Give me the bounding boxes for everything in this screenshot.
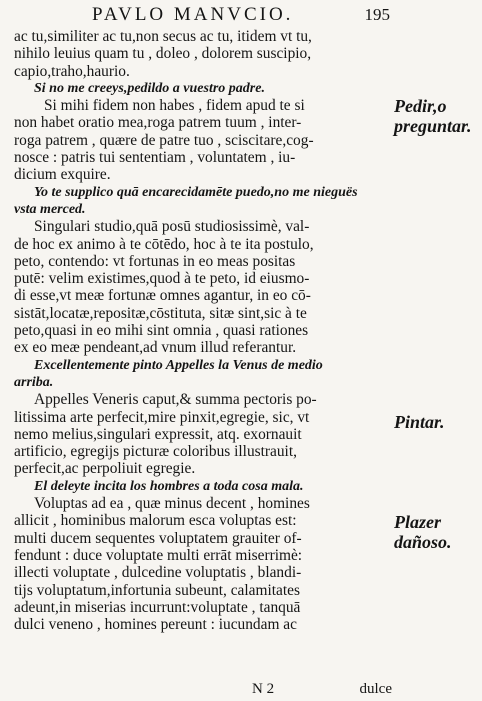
text-line: nihilo leuius quam tu , doleo , dolorem suscipio, — [14, 45, 312, 63]
text-line: allicit , hominibus malorum esca voluptas est: — [14, 512, 297, 530]
text-line: de hoc ex animo à te cōtēdo, hoc à te ita postulo, — [14, 235, 314, 253]
margin-note-pedir: Pedir,o preguntar. — [394, 96, 472, 136]
text-line: putē: velim existimes,quod à te peto, id eiusmo- — [14, 270, 310, 288]
heading-line: El deleyte incita los hombres a toda cosa mala. — [34, 478, 304, 494]
text-line: Appelles Veneris caput,& summa pectoris po- — [34, 391, 317, 409]
page-number: 195 — [364, 5, 390, 24]
text-line: capio,traho,haurio. — [14, 62, 130, 80]
margin-note-pintar: Pintar. — [394, 412, 445, 432]
text-line: ex eo meæ pendeant,ad vnum illud referantur. — [14, 339, 297, 357]
text-line: dulci veneno , homines pereunt : iucundam ac — [14, 616, 297, 634]
text-line: roga patrem , quære de patre tuo , sciscitare,cog- — [14, 131, 314, 149]
page-footer — [14, 680, 392, 698]
catchword: dulce — [359, 681, 392, 697]
text-line: non habet oratio mea,roga patrem tuum , inter- — [14, 114, 302, 132]
heading-line: vsta merced. — [14, 201, 86, 217]
text-line: sistāt,locatæ,repositæ,cōstituta, sitæ sint,sic à te — [14, 304, 307, 322]
text-line: nosce : patris tui sententiam , voluntatem , iu- — [14, 149, 296, 167]
text-line: Si mihi fidem non habes , fidem apud te si — [44, 97, 305, 115]
body-text — [14, 28, 392, 633]
heading-line: Excellentemente pinto Appelles la Venus de medio — [34, 357, 323, 373]
text-line: fendunt : duce voluptate multi errāt miserrimè: — [14, 546, 303, 564]
signature-mark: N 2 — [252, 681, 275, 697]
text-line: illecti voluptate , dulcedine voluptatis , blandi- — [14, 564, 302, 582]
text-line: litissima arte perfecit,mire pinxit,egregie, sic, vt — [14, 408, 310, 426]
heading-line: Yo te supplico quā encarecidamēte puedo,no me nieguës — [34, 184, 358, 200]
text-line: nemo melius,singulari expressit, atq. exornauit — [14, 425, 302, 443]
text-line: di esse,vt meæ fortunæ omnes agantur, in eo cō- — [14, 287, 311, 305]
text-line: Voluptas ad ea , quæ minus decent , homines — [34, 495, 310, 513]
text-line: ac tu,similiter ac tu,non secus ac tu, itidem vt tu, — [14, 28, 312, 45]
text-line: multi ducem sequentes voluptatem grauiter of- — [14, 529, 302, 547]
text-line: dicium exquire. — [14, 166, 111, 184]
text-line: artificio, egregijs picturæ coloribus illustrauit, — [14, 443, 297, 461]
margin-note-plazer: Plazer dañoso. — [394, 512, 452, 552]
text-line: Singulari studio,quā posū studiosissimè, val- — [34, 218, 310, 236]
text-line: peto, contendo: vt fortunas in eo meas positas — [14, 252, 296, 270]
running-title: PAVLO MANVCIO. — [92, 4, 294, 25]
text-line: tijs voluptatum,infortunia subeunt, calamitates — [14, 581, 300, 599]
heading-line: Si no me creeys,pedildo a vuestro padre. — [34, 80, 265, 96]
running-head — [60, 4, 390, 26]
heading-line: arriba. — [14, 374, 54, 390]
text-line: adeunt,in miserias incurrunt:voluptate , tanquā — [14, 598, 301, 616]
text-line: peto,quasi in eo mihi sint omnia , quasi rationes — [14, 322, 309, 340]
text-line: perfecit,ac perpoliuit egregie. — [14, 460, 196, 478]
